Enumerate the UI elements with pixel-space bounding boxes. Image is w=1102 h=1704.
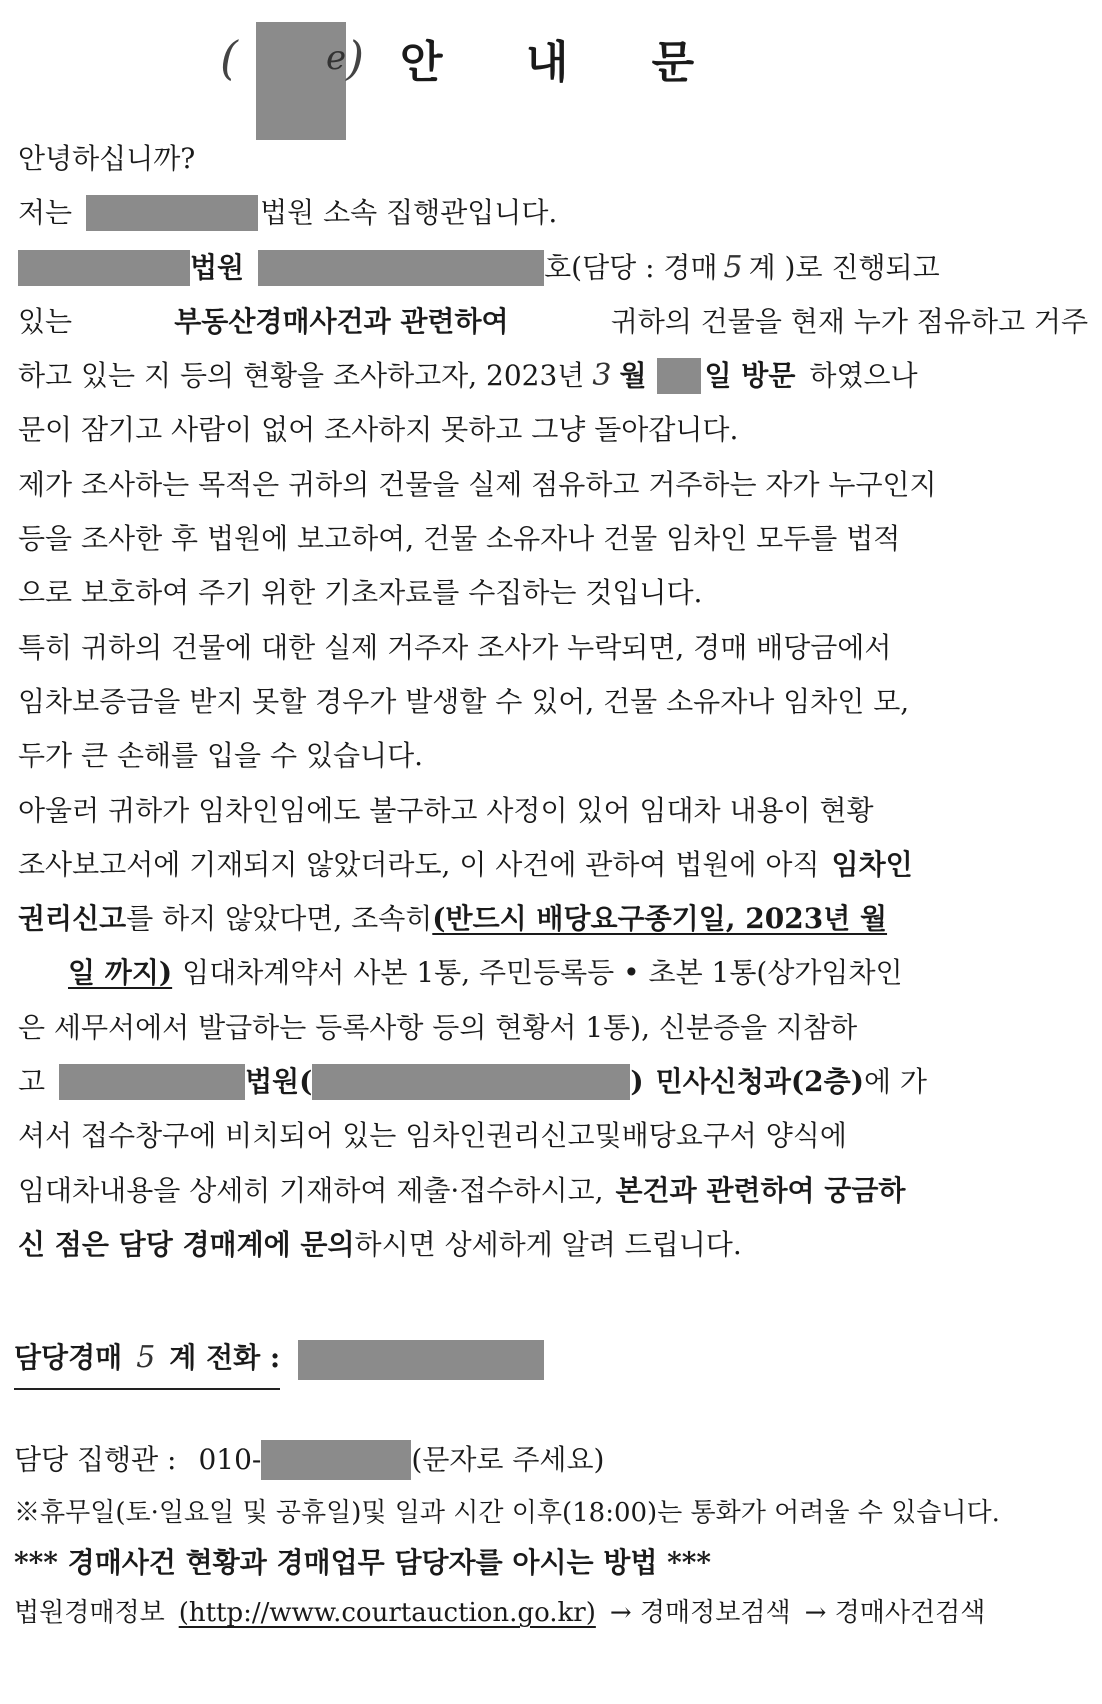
step-auction-info-search: → 경매정보검색 bbox=[609, 1598, 791, 1628]
title-paren-close: ) bbox=[346, 31, 365, 85]
officer-note: (문자로 주세요) bbox=[411, 1443, 605, 1476]
notice-body bbox=[18, 132, 1088, 1272]
site-url-link[interactable]: (http://www.courtauction.go.kr) bbox=[178, 1598, 596, 1628]
greeting-line bbox=[18, 132, 1088, 186]
holiday-note-line bbox=[14, 1488, 1094, 1538]
method-title-line bbox=[14, 1538, 1094, 1588]
body-text: 문이 잠기고 사람이 없어 조사하지 못하고 그냥 돌아갑니다. bbox=[18, 413, 739, 447]
redacted-phone bbox=[298, 1340, 544, 1380]
body-text: 특히 귀하의 건물에 대한 실제 거주자 조사가 누락되면, 경매 배당금에서 bbox=[18, 630, 892, 664]
body-text: 으로 보호하여 주기 위한 기초자료를 수집하는 것입니다. bbox=[18, 576, 703, 610]
officer-line bbox=[14, 1432, 1094, 1488]
team-phone-label bbox=[14, 1330, 280, 1390]
redacted-address bbox=[312, 1064, 630, 1100]
case-court-label: 법원 bbox=[190, 250, 245, 284]
site-name: 법원경매정보 bbox=[14, 1598, 165, 1628]
body-text: 두가 큰 손해를 입을 수 있습니다. bbox=[18, 739, 424, 773]
body-line bbox=[18, 295, 1088, 349]
body-line bbox=[18, 458, 1088, 512]
body-text: 하였으나 bbox=[809, 359, 918, 393]
body-text: 임차보증금을 받지 못할 경우가 발생할 수 있어, 건물 소유자나 임차인 모, bbox=[18, 684, 910, 718]
body-text: 은 세무서에서 발급하는 등록사항 등의 현황서 1통), 신분증을 지참하 bbox=[18, 1010, 858, 1044]
body-text: 등을 조사한 후 법원에 보고하여, 건물 소유자나 건물 임차인 모두를 법적 bbox=[18, 522, 901, 556]
step-auction-case-search: → 경매사건검색 bbox=[804, 1598, 986, 1628]
body-bold-text: 신 점은 담당 경매계에 문의 bbox=[18, 1227, 355, 1261]
body-line bbox=[18, 838, 1088, 892]
body-text: 조사보고서에 기재되지 않았더라도, 이 사건에 관하여 법원에 아직 bbox=[18, 847, 820, 881]
office-line bbox=[18, 1055, 1088, 1109]
body-bold-text: 부동산경매사건과 관련하여 bbox=[174, 304, 509, 338]
deadline-line bbox=[18, 892, 1088, 946]
office-court-label: 법원( bbox=[245, 1065, 313, 1099]
officer-phone-prefix: 010- bbox=[198, 1443, 262, 1476]
body-text: 임대차내용을 상세히 기재하여 제출·접수하시고, bbox=[18, 1173, 604, 1207]
case-line bbox=[18, 241, 1088, 295]
office-name: 민사신청과(2층) bbox=[655, 1065, 864, 1099]
body-line bbox=[18, 1001, 1088, 1055]
redacted-court-name bbox=[18, 250, 190, 286]
deadline-text: 일 까지) bbox=[68, 956, 173, 990]
case-suffix: 호(담당 : 경매 bbox=[544, 250, 718, 284]
body-text: 하시면 상세하게 알려 드립니다. bbox=[354, 1227, 742, 1261]
redacted-day bbox=[657, 358, 701, 394]
page-title: 안 내 문 bbox=[400, 37, 729, 88]
body-text: 아울러 귀하가 임차인임에도 불구하고 사정이 있어 임대차 내용이 현황 bbox=[18, 793, 874, 827]
team-phone-line bbox=[14, 1332, 1094, 1388]
body-bold-text: 본건과 관련하여 궁금하 bbox=[615, 1173, 906, 1207]
body-line bbox=[18, 621, 1088, 675]
body-line bbox=[18, 784, 1088, 838]
visit-label: 일 방문 bbox=[704, 359, 796, 393]
team-number: 5 bbox=[136, 1340, 156, 1375]
body-text: 셔서 접수창구에 비치되어 있는 임차인권리신고및배당요구서 양식에 bbox=[18, 1119, 847, 1153]
method-path-line bbox=[14, 1588, 1094, 1638]
month-label: 월 bbox=[619, 359, 647, 393]
body-text: 고 bbox=[18, 1065, 46, 1099]
redacted-case-number bbox=[258, 250, 544, 286]
visit-line bbox=[18, 349, 1088, 403]
intro-line bbox=[18, 186, 1088, 240]
body-line bbox=[18, 1164, 1088, 1218]
body-text: 임대차계약서 사본 1통, 주민등록등 • 초본 1통(상가임차인 bbox=[182, 956, 903, 990]
body-text: 에 가 bbox=[863, 1065, 927, 1099]
handwritten-mark: e bbox=[325, 38, 347, 78]
greeting: 안녕하십니까? bbox=[18, 142, 196, 175]
intro-prefix: 저는 bbox=[18, 196, 73, 230]
body-line bbox=[18, 1109, 1088, 1163]
contact-footer bbox=[14, 1332, 1094, 1638]
team-label: 담당경매 bbox=[14, 1341, 123, 1374]
body-text: 제가 조사하는 목적은 귀하의 건물을 실제 점유하고 거주하는 자가 누구인지 bbox=[18, 467, 937, 501]
body-line bbox=[18, 566, 1088, 620]
deadline-text: (반드시 배당요구종기일, 2023년 월 bbox=[432, 902, 888, 936]
case-team-tail: 계 )로 진행되고 bbox=[748, 250, 940, 284]
holiday-note: ※휴무일(토·일요일 및 공휴일)및 일과 시간 이후(18:00)는 통화가 어려울 수 있습니다. bbox=[14, 1498, 1000, 1528]
body-text: 를 하지 않았다면, 조속히 bbox=[126, 902, 433, 936]
deadline-line bbox=[18, 946, 1088, 1000]
intro-suffix: 법원 소속 집행관입니다. bbox=[260, 196, 558, 230]
title-paren-open: ( bbox=[220, 31, 238, 85]
body-line bbox=[18, 403, 1088, 457]
body-bold-text: 권리신고 bbox=[18, 902, 127, 936]
method-title: *** 경매사건 현황과 경매업무 담당자를 아시는 방법 *** bbox=[14, 1546, 712, 1579]
body-text: 하고 있는 지 등의 현황을 조사하고자, 2023년 bbox=[18, 359, 585, 393]
redacted-court-name bbox=[86, 195, 258, 231]
body-line bbox=[18, 729, 1088, 783]
title-row bbox=[220, 28, 728, 88]
body-line bbox=[18, 675, 1088, 729]
handwritten-month: 3 bbox=[592, 358, 612, 394]
team-phone-tail: 계 전화 : bbox=[169, 1341, 281, 1374]
redacted-court-name bbox=[59, 1064, 245, 1100]
body-bold-text: 임차인 bbox=[831, 847, 913, 881]
spacer bbox=[14, 1388, 1094, 1432]
body-bold-text: ) bbox=[630, 1065, 644, 1099]
body-line bbox=[18, 1218, 1088, 1272]
body-line bbox=[18, 512, 1088, 566]
redacted-phone bbox=[261, 1440, 411, 1480]
case-team-number: 5 bbox=[723, 249, 743, 285]
officer-label: 담당 집행관 : bbox=[14, 1443, 177, 1476]
body-text: 있는 bbox=[18, 304, 73, 338]
body-text: 귀하의 건물을 현재 누가 점유하고 거주 bbox=[610, 304, 1088, 338]
